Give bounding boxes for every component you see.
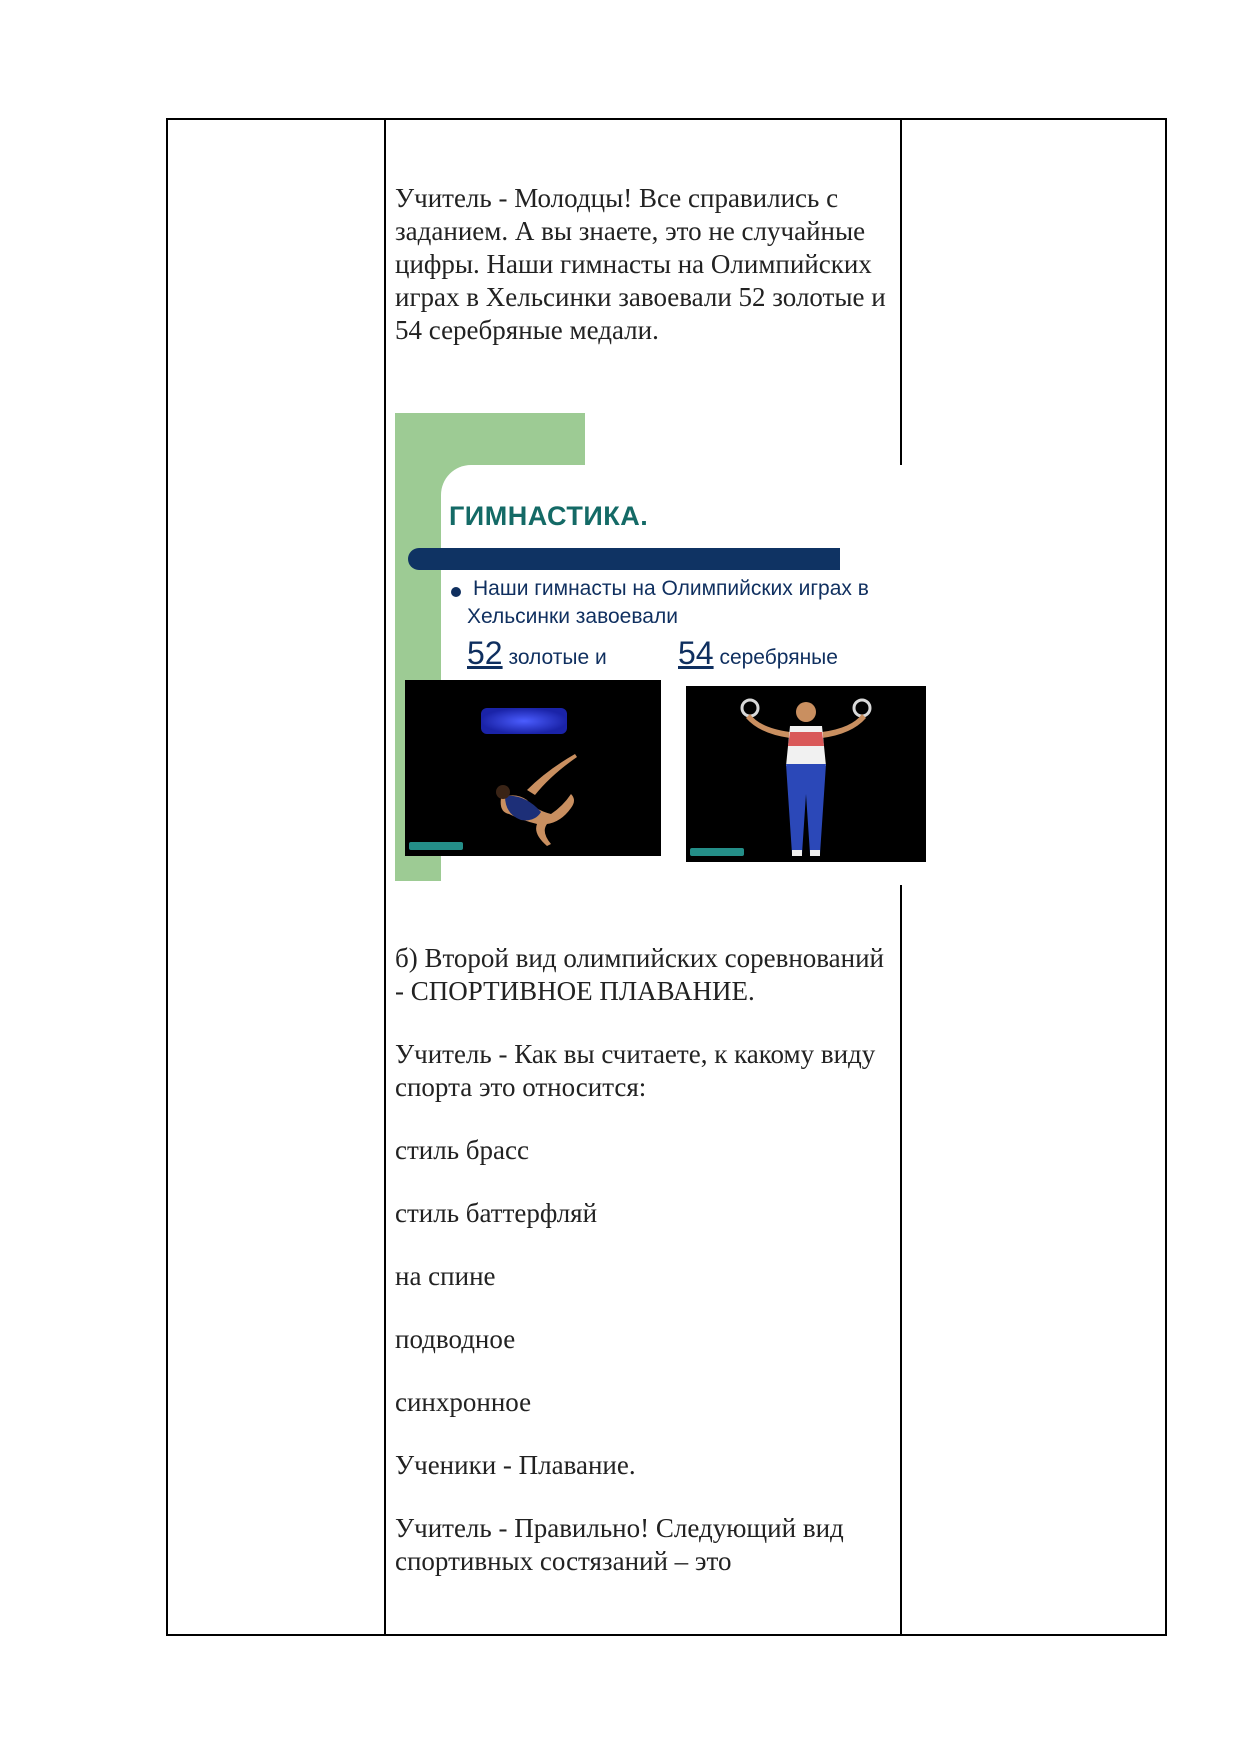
teacher-question: Учитель - Как вы считаете, к какому виду спорта это относится:: [395, 1039, 876, 1102]
swimming-heading: б) Второй вид олимпийских соревнований - СПОРТИВНОЕ ПЛАВАНИЕ.: [395, 943, 885, 1006]
silver-medal-count: 54: [678, 635, 714, 671]
watermark-logo: [690, 848, 744, 856]
bullet-icon: [451, 587, 461, 597]
gymnast-rings-illustration: [686, 686, 926, 862]
list-item: синхронное: [395, 1387, 532, 1417]
list-item: стиль баттерфляй: [395, 1198, 598, 1228]
teacher-paragraph-1: Учитель - Молодцы! Все справились с заданием. А вы знаете, это не случайные цифры. Наши гимнасты на Олимпийских играх в Хельсинки завоевали 52 золотые и 54 серебряные медали.: [395, 183, 886, 345]
students-answer: Ученики - Плавание.: [395, 1450, 636, 1480]
middle-cell-text-top: [395, 182, 895, 347]
slide-medals-line: [467, 635, 607, 672]
gymnast-female-illustration: [405, 680, 661, 856]
list-item: на спине: [395, 1261, 496, 1291]
column-divider-left: [384, 120, 386, 1634]
list-item: стиль брасс: [395, 1135, 529, 1165]
slide-medals-line-silver: [678, 635, 838, 672]
watermark-logo: [409, 842, 463, 850]
slide-bullet-line-2: Хельсинки завоевали: [467, 605, 678, 628]
gold-medal-count: 52: [467, 635, 503, 671]
gymnast-photo-female: [405, 680, 661, 856]
teacher-paragraph-final: Учитель - Правильно! Следующий вид спортивных состязаний – это: [395, 1513, 844, 1576]
middle-cell-text-bottom: [395, 942, 895, 1578]
gold-medal-label: золотые и: [508, 646, 607, 669]
slide-title-bar: [408, 548, 840, 570]
list-item: подводное: [395, 1324, 516, 1354]
slide-title: ГИМНАСТИКА.: [449, 501, 649, 531]
slide-bullet-line-1: Наши гимнасты на Олимпийских играх в: [473, 577, 869, 600]
gymnast-photo-rings: [686, 686, 926, 862]
silver-medal-label: серебряные: [719, 646, 838, 669]
